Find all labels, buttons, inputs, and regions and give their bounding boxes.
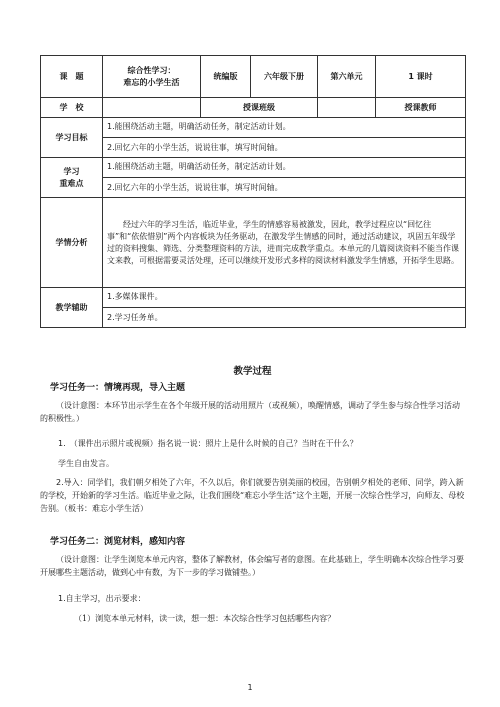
task-2-step-1: 1.自主学习，出示要求： [58, 594, 146, 603]
edition-cell: 统编版 [201, 56, 251, 98]
task-2-heading: 学习任务二：浏览材料，感知内容 [50, 537, 186, 547]
row-analysis [41, 198, 466, 288]
key-item-1: 1.能围绕活动主题，明确活动任务，制定活动计划。 [107, 162, 291, 171]
key-label-line-2: 重难点 [59, 178, 84, 188]
task-2-intent: （设计意图：让学生浏览本单元内容，整体了解教材，体会编写者的意图。在此基础上，学生明确本次综合性学习要开展哪些主题活动，做到心中有数，为下一步的学习做铺垫。） [40, 555, 464, 577]
topic-line-1: 综合性学习： [127, 65, 176, 75]
task-2-step-1a: （1）浏览本单元材料，读一读，想一想：本次综合性学习包括哪些内容？ [74, 614, 336, 623]
task-1-heading: 学习任务一：情境再现，导入主题 [50, 383, 186, 393]
goal-item-1: 1.能围绕活动主题，明确活动任务，制定活动计划。 [107, 122, 291, 131]
process-title: 教学过程 [233, 366, 272, 377]
grade-cell: 六年级下册 [251, 56, 318, 98]
row-topic [41, 56, 466, 98]
row-aids [41, 288, 466, 328]
key-item-2: 2.回忆六年的小学生活，说说往事，填写时间轴。 [107, 183, 283, 192]
label-teacher: 授课教师 [376, 98, 466, 118]
key-label-line-1: 学习 [63, 166, 80, 176]
goals-cell [103, 118, 466, 158]
task-1-step-2: 2.导入：同学们，我们朝夕相处了六年，不久以后，你们就要告别美丽的校园，告别朝夕相处的老师、同学，跨入新的学校，开始新的学习生活。临近毕业之际，让我们围绕“难忘小学生活”这个主题，开展一次综合性学习，向师友、母校告别。（板书：难忘小学生活） [40, 478, 465, 513]
school-value [103, 98, 201, 118]
key-cell [103, 158, 466, 198]
label-key [41, 158, 103, 198]
page-number: 1 [247, 683, 253, 692]
row-goals [41, 118, 466, 158]
topic-line-2: 难忘的小学生活 [123, 77, 180, 87]
row-key [41, 158, 466, 198]
unit-cell: 第六单元 [318, 56, 376, 98]
aid-item-2: 2.学习任务单。 [107, 313, 163, 322]
aids-cell [103, 288, 466, 328]
task-1-step-1: 1. （课件出示照片或视频）指名说一说：照片上是什么时候的自己？当时在干什么？ [58, 439, 358, 448]
label-class: 授课班级 [201, 98, 318, 118]
label-analysis: 学情分析 [41, 198, 103, 288]
topic-cell [103, 56, 201, 98]
goal-item-2: 2.回忆六年的小学生活，说说往事，填写时间轴。 [107, 143, 283, 152]
analysis-text: 经过六年的学习生活，临近毕业，学生的情感容易被激发，因此，教学过程应以“回忆往事”和“依依惜别”两个内容板块为任务驱动，在激发学生情感的同时，通过活动建议，巩固五年级学过的资料搜集、筛选、分类整理资料的方法，进而完成教学重点。本单元的几篇阅读资料不能当作课文来教，可根据需要灵活处理，还可以继续开发形式多样的阅读材料激发学生情感，开拓学生思路。 [103, 198, 466, 288]
task-1-intent: （设计意图：本环节出示学生在各个年级开展的活动用照片（或视频），唤醒情感，调动了学生参与综合性学习活动的积极性。） [40, 401, 460, 423]
hours-cell: 1 课时 [376, 56, 466, 98]
aid-item-1: 1.多媒体课件。 [107, 292, 163, 301]
label-aids: 教学辅助 [41, 288, 103, 328]
class-value [318, 98, 376, 118]
row-school [41, 98, 466, 118]
label-school: 学 校 [41, 98, 103, 118]
task-1-step-1b: 学生自由发言。 [58, 459, 114, 468]
label-goals: 学习目标 [41, 118, 103, 158]
label-topic: 课 题 [41, 56, 103, 98]
lesson-plan-table [40, 55, 466, 328]
